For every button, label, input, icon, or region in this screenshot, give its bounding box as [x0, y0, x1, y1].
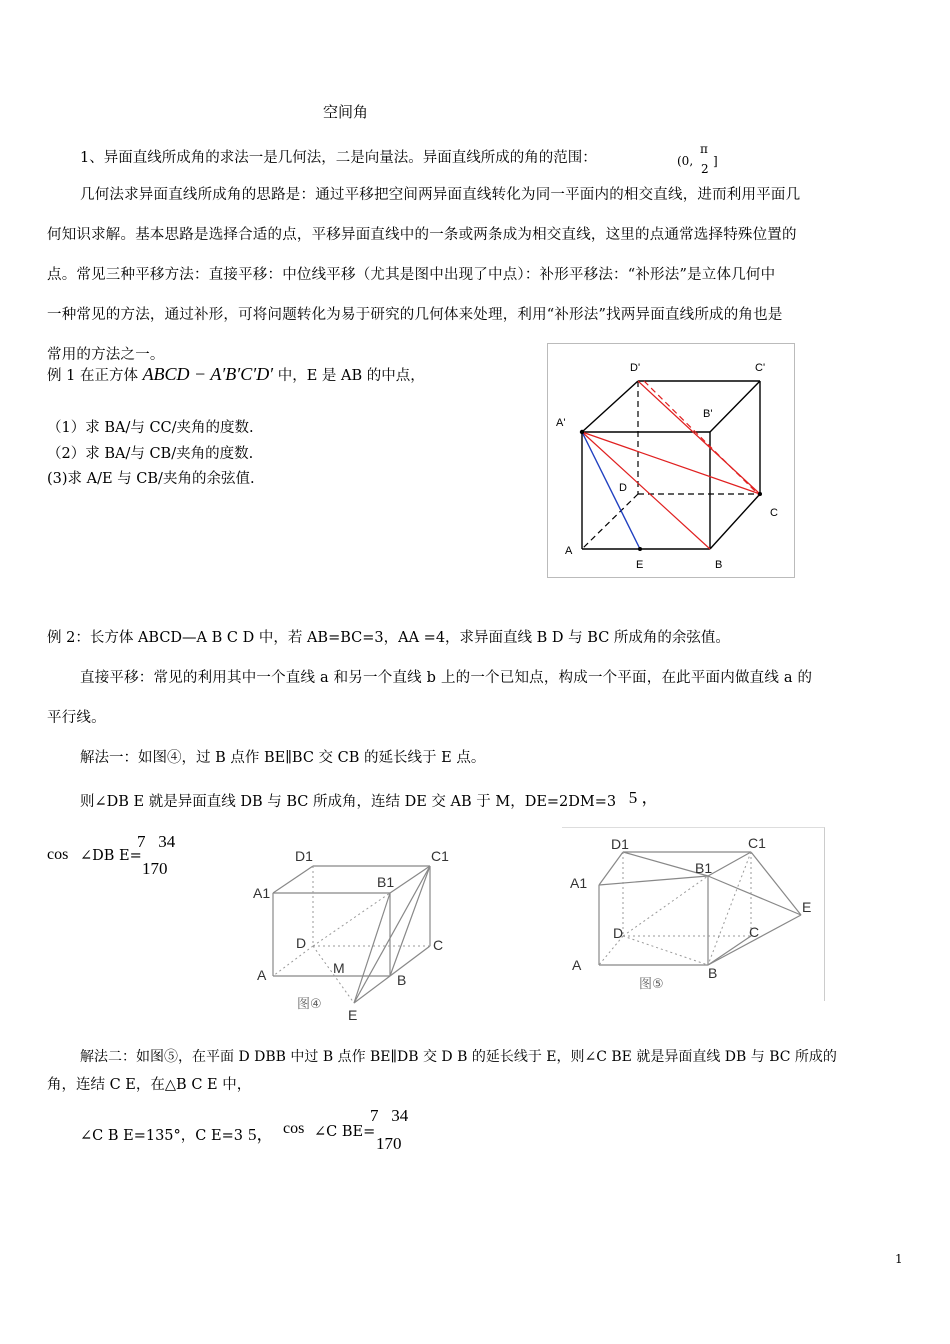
- example1-question-1: （1）求 BA/与 CC/夹角的度数.: [47, 420, 254, 436]
- label-e: E: [636, 559, 644, 571]
- example1-cube-name: ABCD − A′B′C′D′: [142, 364, 274, 384]
- page-title: 空间角: [323, 103, 369, 121]
- fig4-label-c: C: [433, 937, 444, 953]
- body-line-4: 一种常见的方法，通过补形，可将问题转化为易于研究的几何体来处理，利用“补形法”找两异面直线所成的角也是: [47, 307, 783, 323]
- solution1-frac-top: 7 34: [137, 832, 176, 851]
- figure-4: [247, 838, 457, 1028]
- label-a-prime: A': [556, 417, 566, 429]
- fig5-label-c: C: [749, 924, 760, 940]
- direct-translation-line-1: 直接平移：常见的利用其中一个直线 a 和另一个直线 b 上的一个已知点，构成一个平面，在此平面内做直线 a 的: [80, 670, 813, 686]
- fig4-label-e: E: [348, 1007, 358, 1023]
- range-formula: [673, 142, 733, 176]
- example1-question-3: (3)求 A/E 与 CB/夹角的余弦值.: [47, 471, 255, 487]
- label-d: D: [619, 482, 627, 494]
- label-d-prime: D': [630, 362, 641, 374]
- solution2-cos-angle: ∠C BE=: [314, 1124, 376, 1140]
- label-b: B: [715, 559, 723, 571]
- solution1-text: 则∠DB E 就是异面直线 DB 与 BC 所成角，连结 DE 交 AB 于 M，DE=2DM=3: [80, 794, 617, 810]
- example1-prefix: 例 1 在正方体: [47, 368, 138, 384]
- solution1-frac-bottom: 170: [142, 859, 168, 878]
- range-two: 2: [701, 162, 709, 176]
- fig4-label-a1: A1: [253, 885, 271, 901]
- solution2-angle-text: ∠C B E=135°，C E=3: [80, 1128, 243, 1144]
- fig4-label-b: B: [397, 972, 407, 988]
- range-open: (0,: [677, 154, 694, 168]
- solution1-cos-word: cos: [47, 846, 69, 863]
- label-c: C: [770, 507, 778, 519]
- solution2-frac-top: 7 34: [370, 1106, 409, 1125]
- cube-figure: [547, 343, 795, 578]
- page-number: 1: [895, 1252, 903, 1266]
- example2-statement: 例 2：长方体 ABCD—A B C D 中，若 AB=BC=3，AA =4，求异面直线 B D 与 BC 所成角的余弦值。: [47, 630, 730, 646]
- fig5-label-a: A: [572, 957, 582, 973]
- range-pi: π: [700, 142, 708, 156]
- solution1-root5: 5 ，: [628, 788, 659, 807]
- solution1-cos-formula: [47, 832, 187, 882]
- solution1-line-1: 解法一：如图④，过 B 点作 BE∥BC 交 CB 的延长线于 E 点。: [80, 750, 486, 766]
- body-line-3: 点。常见三种平移方法：直接平移：中位线平移（尤其是图中出现了中点）：补形平移法：“补形法”是立体几何中: [47, 267, 776, 283]
- solution2-line-2: 角，连结 C E，在△B C E 中，: [47, 1077, 252, 1093]
- solution2-root5: 5，: [248, 1125, 274, 1144]
- fig5-label-d: D: [613, 925, 624, 941]
- fig4-label-a: A: [257, 967, 267, 983]
- fig4-label-d: D: [296, 935, 307, 951]
- fig5-label-d1: D1: [611, 836, 629, 852]
- fig4-caption: 图④: [297, 996, 322, 1011]
- fig5-label-b: B: [708, 965, 718, 981]
- example1-statement: [47, 364, 425, 385]
- range-close: ]: [713, 154, 718, 168]
- body-line-5: 常用的方法之一。: [47, 347, 165, 363]
- solution2-cos-word: cos: [283, 1120, 305, 1137]
- fig5-label-b1: B1: [695, 860, 713, 876]
- fig4-label-b1: B1: [377, 874, 395, 890]
- solution1-line-2: [80, 786, 659, 811]
- solution2-formula-line: [80, 1106, 440, 1156]
- solution2-frac-bottom: 170: [376, 1134, 402, 1153]
- label-a: A: [565, 545, 573, 557]
- example1-question-2: （2）求 BA/与 CB/夹角的度数.: [47, 446, 254, 462]
- intro-line: 1、异面直线所成角的求法一是几何法，二是向量法。异面直线所成的角的范围：: [80, 150, 597, 166]
- fig5-label-c1: C1: [748, 835, 766, 851]
- example1-suffix: 中，E 是 AB 的中点，: [277, 368, 425, 384]
- solution2-line-1: 解法二：如图⑤，在平面 D DBB 中过 B 点作 BE∥DB 交 D B 的延长线于 E，则∠C BE 就是异面直线 DB 与 BC 所成的: [80, 1049, 837, 1065]
- label-b-prime: B': [703, 408, 713, 420]
- fig5-label-e: E: [802, 899, 812, 915]
- fig4-label-m: M: [333, 960, 345, 976]
- fig5-label-a1: A1: [570, 875, 588, 891]
- solution1-cos-angle: ∠DB E=: [80, 848, 142, 864]
- body-line-2: 何知识求解。基本思路是选择合适的点，平移异面直线中的一条或两条成为相交直线，这里的点通常选择特殊位置的: [47, 227, 797, 243]
- fig4-label-d1: D1: [295, 848, 313, 864]
- body-line-1: 几何法求异面直线所成角的思路是：通过平移把空间两异面直线转化为同一平面内的相交直线，进而利用平面几: [80, 187, 801, 203]
- figure-5: [562, 827, 825, 1001]
- direct-translation-line-2: 平行线。: [47, 710, 106, 726]
- label-c-prime: C': [755, 362, 766, 374]
- fig4-label-c1: C1: [431, 848, 449, 864]
- fig5-caption: 图⑤: [639, 976, 664, 991]
